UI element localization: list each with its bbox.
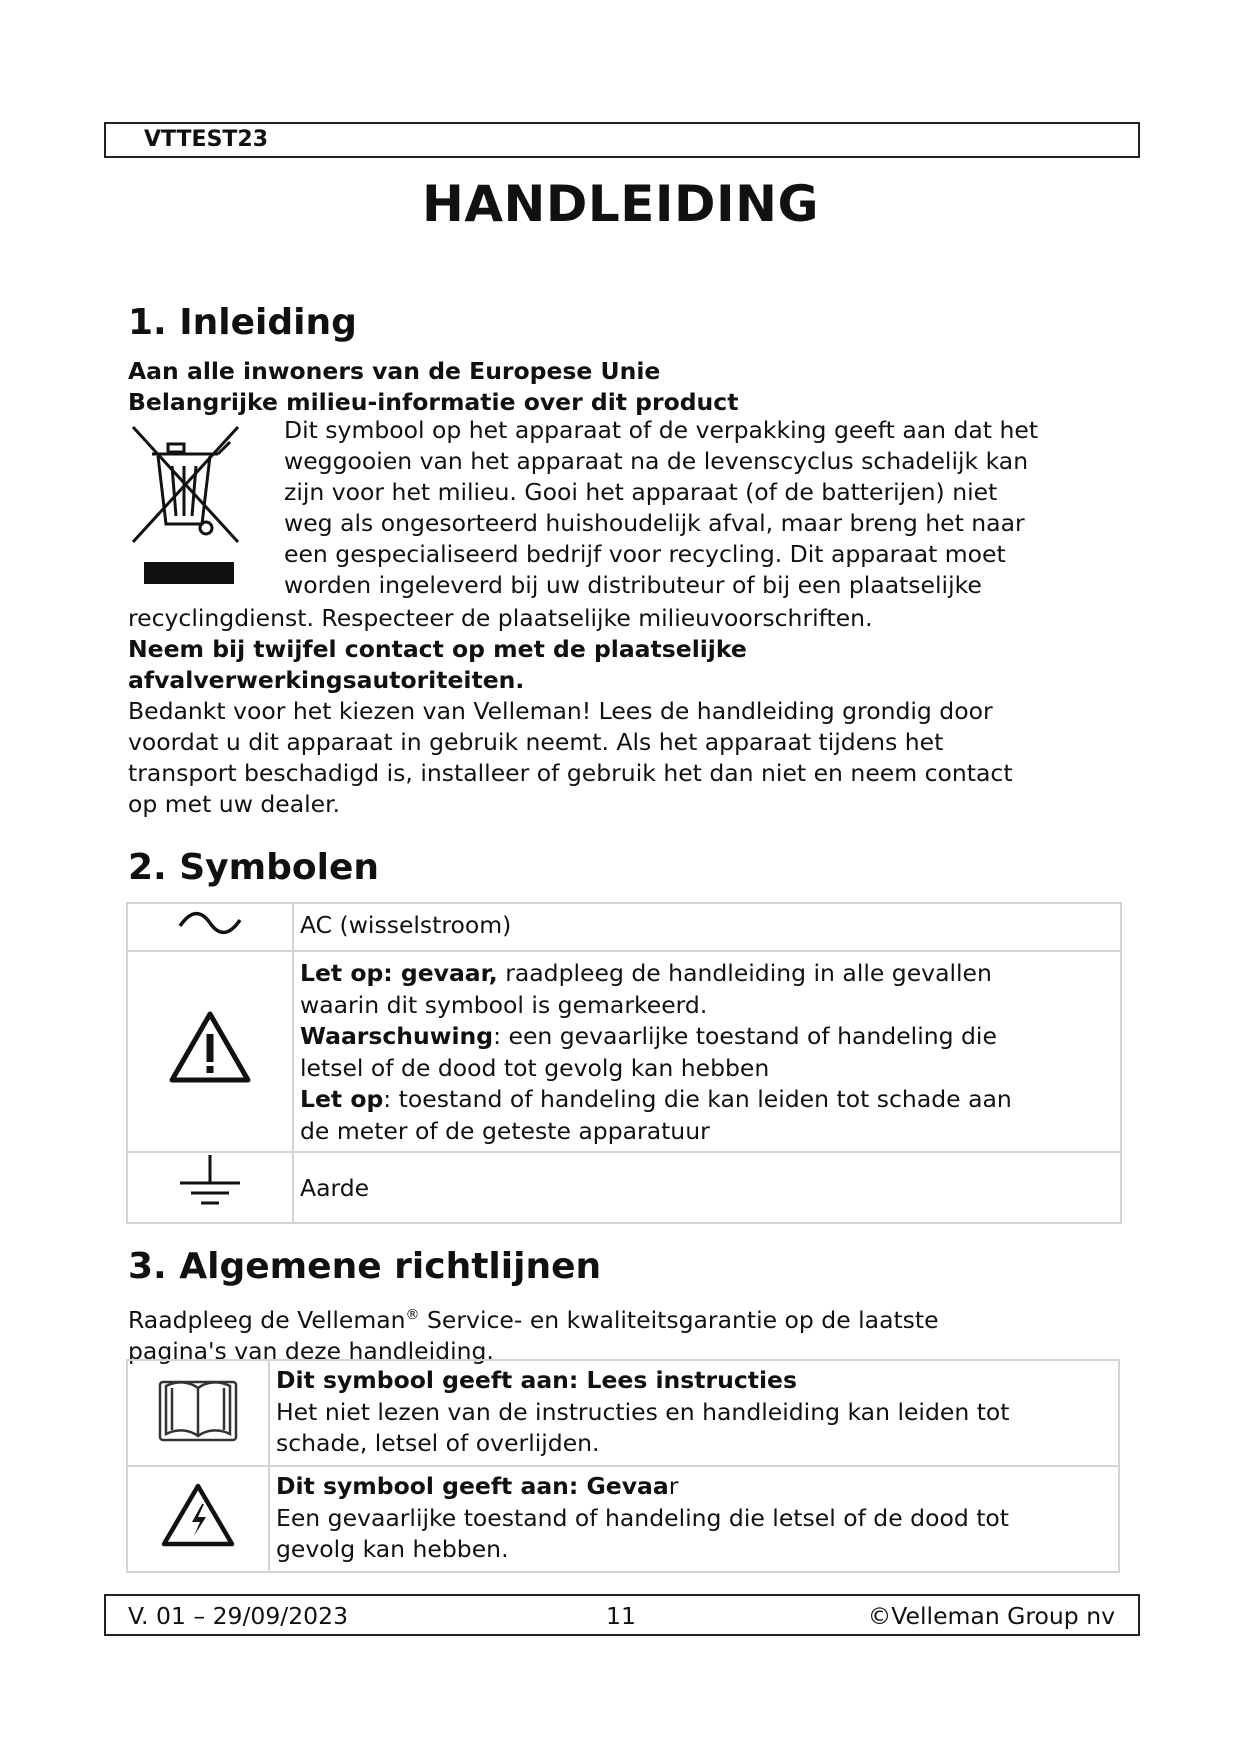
weee-line: weg als ongesorteerd huishoudelijk afval, maar breng het naar <box>284 509 1025 537</box>
table-row <box>127 903 1121 951</box>
thanks-line: voordat u dit apparaat in gebruik neemt. Als het apparaat tijdens het <box>128 728 944 756</box>
table-row <box>127 1152 1121 1223</box>
caution-triangle-icon <box>168 1010 252 1084</box>
weee-line: een gespecialiseerd bedrijf voor recycling. Dit apparaat moet <box>284 540 1006 568</box>
thanks-paragraph <box>128 696 1013 820</box>
section-1-subtitle-env: Belangrijke milieu-informatie over dit product <box>128 388 739 416</box>
attention-text: de meter of de geteste apparatuur <box>300 1116 710 1145</box>
table-row <box>127 1360 1119 1466</box>
danger-text: Een gevaarlijke toestand of handeling die letsel of de dood tot <box>276 1503 1010 1532</box>
weee-line: zijn voor het milieu. Gooi het apparaat (of de batterijen) niet <box>284 478 998 506</box>
footer-version: V. 01 – 29/09/2023 <box>128 1602 349 1630</box>
danger-title-rest: r <box>668 1472 679 1500</box>
registered-mark: ® <box>405 1307 420 1323</box>
warning-label: Waarschuwing <box>300 1022 494 1050</box>
electrical-danger-icon <box>160 1482 236 1548</box>
ac-text: AC (wisselstroom) <box>300 911 512 939</box>
table-row <box>127 1466 1119 1572</box>
intro-text: Service- en kwaliteitsgarantie op de laatste <box>419 1305 939 1334</box>
table-row <box>127 951 1121 1152</box>
caution-text: raadpleeg de handleiding in alle gevallen <box>497 959 992 987</box>
section-3-intro <box>128 1300 939 1367</box>
thanks-line: Bedankt voor het kiezen van Velleman! Lees de handleiding grondig door <box>128 697 993 725</box>
warning-text: : een gevaarlijke toestand of handeling die <box>493 1022 997 1050</box>
ac-sine-icon <box>177 910 243 936</box>
footer-copyright: ©Velleman Group nv <box>867 1602 1115 1630</box>
read-instructions-text: schade, letsel of overlijden. <box>276 1429 600 1457</box>
section-3-heading: 3. Algemene richtlijnen <box>128 1246 602 1287</box>
caution-text: waarin dit symbool is gemarkeerd. <box>300 990 708 1019</box>
weee-line: Dit symbool op het apparaat of de verpakking geeft aan dat het <box>284 416 1039 444</box>
intro-text: Raadpleeg de Velleman <box>128 1305 406 1334</box>
weee-line: worden ingeleverd bij uw distributeur of bij een plaatselijke <box>284 571 982 599</box>
section-1-subtitle-eu: Aan alle inwoners van de Europese Unie <box>128 357 661 385</box>
earth-text: Aarde <box>300 1173 370 1202</box>
section-2-heading: 2. Symbolen <box>128 847 380 888</box>
symbols-table <box>126 902 1122 1224</box>
read-instructions-title: Dit symbool geeft aan: Lees instructies <box>276 1366 797 1394</box>
section-1-heading: 1. Inleiding <box>128 302 357 343</box>
attention-label: Let op <box>300 1085 384 1113</box>
contact-line: afvalverwerkingsautoriteiten. <box>128 666 525 694</box>
attention-text: : toestand of handeling die kan leiden tot schade aan <box>383 1085 1012 1113</box>
weee-line: weggooien van het apparaat na de levenscyclus schadelijk kan <box>284 447 1029 475</box>
weee-text-block <box>284 415 1038 601</box>
danger-title: Dit symbool geeft aan: Gevaa <box>276 1472 669 1500</box>
weee-line: recyclingdienst. Respecteer de plaatselijke milieuvoorschriften. <box>128 604 873 632</box>
guidelines-table <box>126 1359 1120 1573</box>
thanks-line: op met uw dealer. <box>128 790 341 818</box>
weee-bin-icon <box>130 424 248 594</box>
earth-ground-icon <box>177 1153 243 1213</box>
warning-text: letsel of de dood tot gevolg kan hebben <box>300 1053 770 1082</box>
contact-line: Neem bij twijfel contact op met de plaatselijke <box>128 635 747 663</box>
danger-text: gevolg kan hebben. <box>276 1535 509 1563</box>
model-name: VTTEST23 <box>144 127 269 152</box>
thanks-line: transport beschadigd is, installeer of gebruik het dan niet en neem contact <box>128 759 1013 787</box>
caution-label: Let op: gevaar, <box>300 959 498 987</box>
footer-page-number: 11 <box>606 1602 636 1630</box>
read-instructions-text: Het niet lezen van de instructies en handleiding kan leiden tot <box>276 1397 1010 1426</box>
page-title: HANDLEIDING <box>421 175 819 233</box>
read-instructions-book-icon <box>156 1374 240 1444</box>
intro-text: pagina's van deze handleiding. <box>128 1336 494 1365</box>
contact-authority-note <box>128 634 747 696</box>
